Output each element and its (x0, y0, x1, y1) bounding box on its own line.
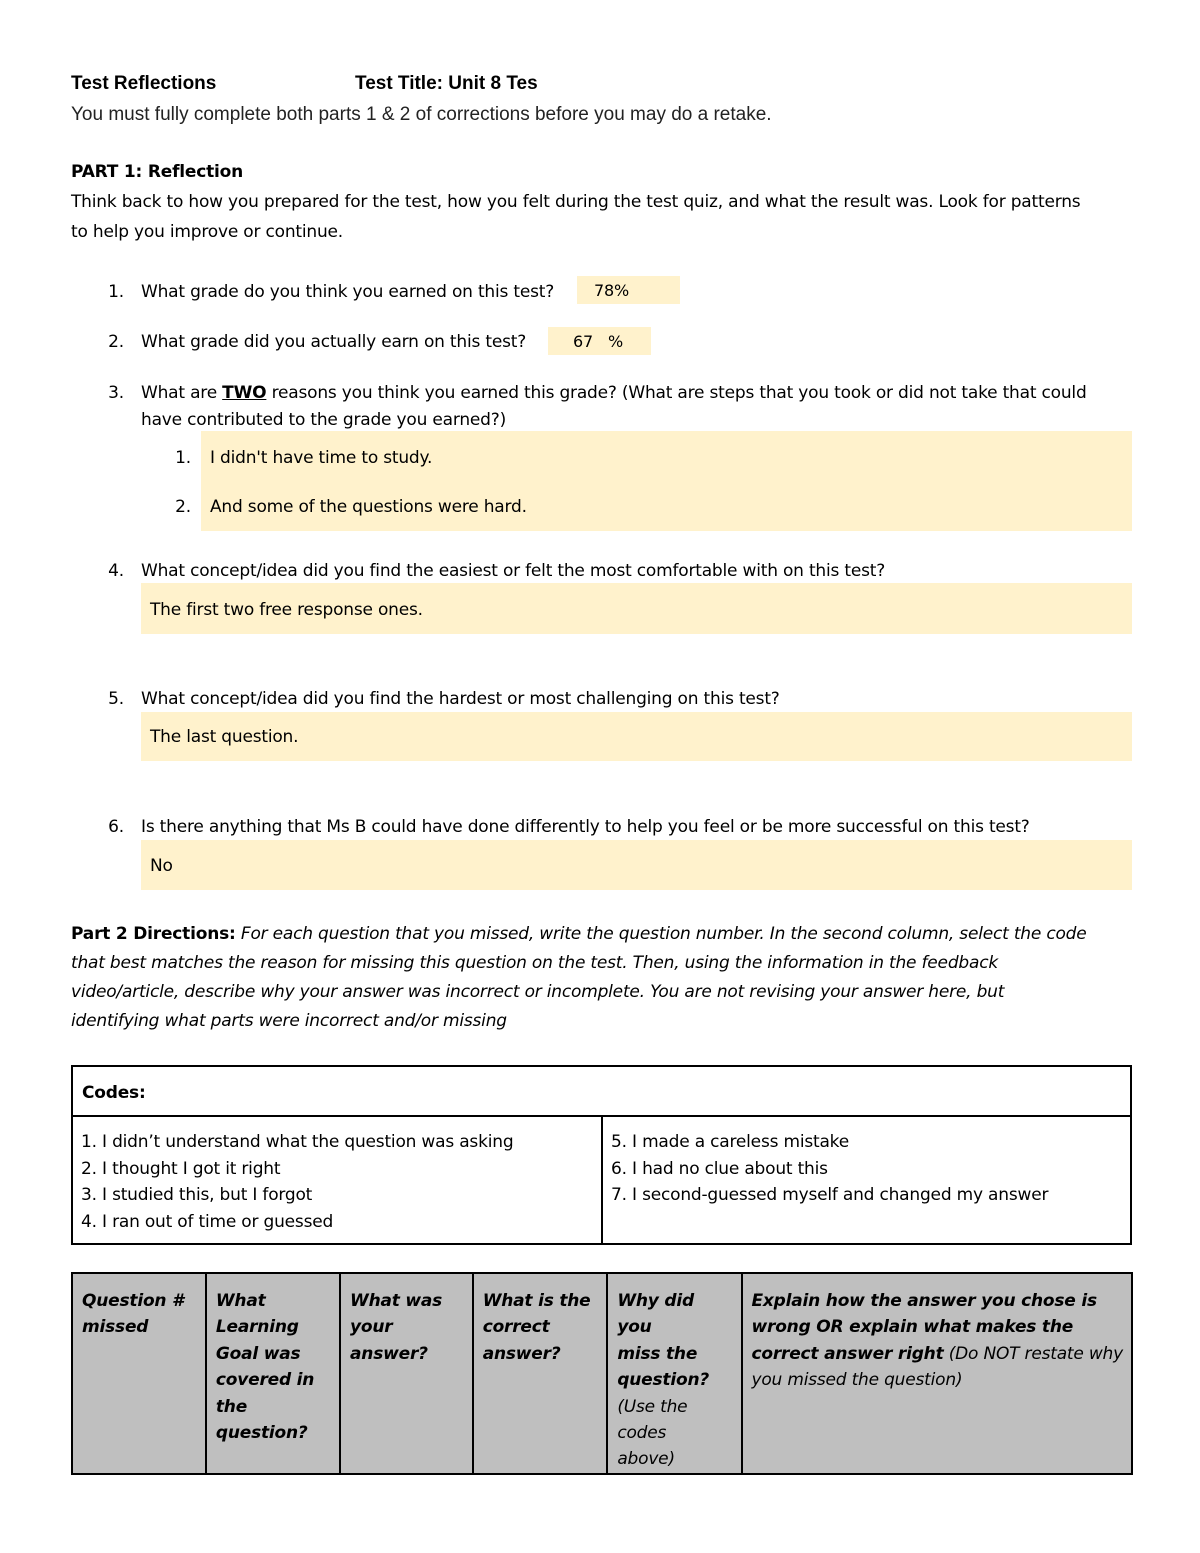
q4-answer-field[interactable] (141, 583, 1132, 634)
q3-answer1: I didn't have time to study. (210, 448, 433, 468)
code-item: 5. I made a careless mistake (611, 1132, 849, 1152)
q3-answer2-number: 2. (175, 497, 191, 517)
q4-answer: The first two free response ones. (150, 600, 423, 620)
q6-answer: No (150, 856, 173, 876)
q6-answer-field[interactable] (141, 840, 1132, 890)
codes-table (71, 1065, 1132, 1245)
col-explanation: Explain how the answer you chose is wrong OR explain what makes the correct answer right (Do NOT restate why you missed the question) (742, 1273, 1133, 1474)
q3-answer1-number: 1. (175, 448, 191, 468)
test-title: Test Title: Unit 8 Tes (355, 73, 538, 94)
codes-heading: Codes: (82, 1083, 146, 1103)
col-your-answer: What was your answer? (340, 1273, 473, 1474)
codes-left-cell (72, 1116, 602, 1244)
q3-text-line2: have contributed to the grade you earned?) (141, 410, 507, 430)
q4-number: 4. (108, 561, 124, 581)
part2-directions-line3: video/article, describe why your answer was incorrect or incomplete. You are not revising your answer here, but (71, 982, 1005, 1002)
instruction-text: You must fully complete both parts 1 & 2 of corrections before you may do a retake. (71, 104, 772, 125)
q4-text: What concept/idea did you find the easiest or felt the most comfortable with on this test? (141, 561, 886, 581)
q2-answer-field[interactable] (548, 327, 651, 355)
code-item: 1. I didn’t understand what the question was asking (81, 1132, 514, 1152)
q3-emphasis: TWO (222, 383, 267, 403)
q1-number: 1. (108, 282, 124, 302)
q2-text: What grade did you actually earn on this test? (141, 332, 527, 352)
part2-directions-line4: identifying what parts were incorrect and/or missing (71, 1011, 507, 1031)
part2-directions-line1: Part 2 Directions: For each question that you missed, write the question number. In the second column, select the code (71, 924, 1087, 944)
part1-intro-line1: Think back to how you prepared for the test, how you felt during the test quiz, and what the result was. Look for patterns (71, 192, 1081, 212)
code-item: 3. I studied this, but I forgot (81, 1185, 313, 1205)
col-learning-goal: What Learning Goal was covered in the question? (206, 1273, 340, 1474)
q5-answer-field[interactable] (141, 712, 1132, 761)
col-question-number: Question # missed (72, 1273, 206, 1474)
part2-label: Part 2 Directions: (71, 924, 236, 944)
q3-answer2: And some of the questions were hard. (210, 497, 527, 517)
q1-text: What grade do you think you earned on this test? (141, 282, 555, 302)
q2-number: 2. (108, 332, 124, 352)
corrections-table (71, 1272, 1133, 1475)
part2-directions-line2: that best matches the reason for missing this question on the test. Then, using the information in the feedback (71, 953, 999, 973)
q6-number: 6. (108, 817, 124, 837)
code-item: 6. I had no clue about this (611, 1158, 828, 1179)
worksheet-title: Test Reflections (71, 73, 217, 94)
q1-answer: 78% (594, 281, 629, 300)
q5-answer: The last question. (150, 727, 299, 747)
q5-text: What concept/idea did you find the hardest or most challenging on this test? (141, 689, 780, 709)
part1-intro-line2: to help you improve or continue. (71, 222, 343, 242)
q3-number: 3. (108, 383, 124, 403)
q3-text: What are TWO reasons you think you earned this grade? (What are steps that you took or did not take that could (141, 383, 1087, 403)
q5-number: 5. (108, 689, 124, 709)
col-correct-answer: What is the correct answer? (473, 1273, 608, 1474)
codes-header-cell (72, 1066, 1131, 1116)
q2-answer-unit: % (608, 332, 624, 351)
col-why-missed: Why did you miss the question? (Use the codes above) (607, 1273, 741, 1474)
q1-answer-field[interactable] (577, 276, 680, 304)
q6-text: Is there anything that Ms B could have done differently to help you feel or be more successful on this test? (141, 817, 1030, 837)
code-item: 4. I ran out of time or guessed (81, 1211, 334, 1232)
code-item: 2. I thought I got it right (81, 1158, 281, 1179)
codes-right-cell (602, 1116, 1131, 1244)
code-item: 7. I second-guessed myself and changed my answer (611, 1185, 1049, 1205)
part1-heading: PART 1: Reflection (71, 162, 244, 182)
q2-answer-value: 67 (573, 332, 593, 351)
